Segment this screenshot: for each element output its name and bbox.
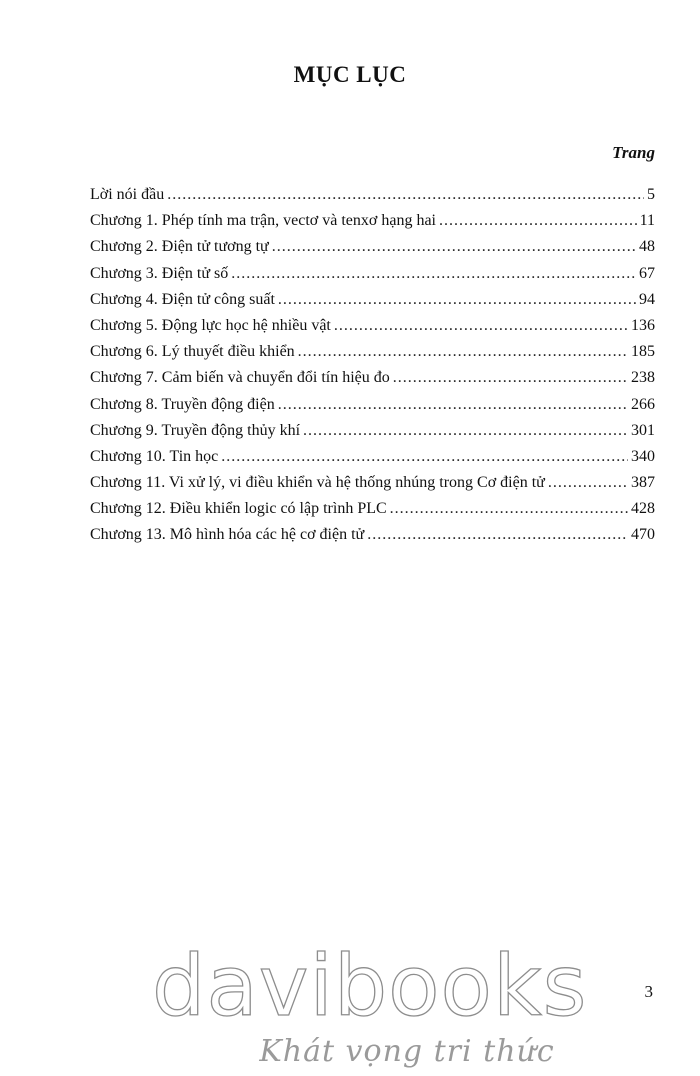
toc-entry (90, 186, 655, 212)
toc-entry-page: 428 (631, 500, 655, 518)
toc-entry-page: 301 (631, 421, 655, 439)
table-of-contents (90, 186, 655, 553)
toc-entry-page: 238 (631, 369, 655, 387)
toc-entry-page: 266 (631, 395, 655, 413)
dot-leader (278, 291, 636, 309)
toc-entry-label: Chương 4. Điện tử công suất (90, 290, 275, 308)
toc-entry-page: 94 (639, 290, 655, 308)
dot-leader (167, 186, 644, 204)
toc-entry-label: Chương 1. Phép tính ma trận, vectơ và tenxơ hạng hai (90, 212, 436, 230)
toc-entry (90, 265, 655, 291)
toc-entry-label: Chương 2. Điện tử tương tự (90, 238, 269, 256)
toc-entry (90, 291, 655, 317)
toc-entry-page: 67 (639, 264, 655, 282)
toc-entry-page: 340 (631, 447, 655, 465)
dot-leader (231, 265, 636, 283)
toc-entry-label: Chương 5. Động lực học hệ nhiều vật (90, 316, 331, 334)
page-title: MỤC LỤC (293, 62, 407, 87)
toc-entry-page: 470 (631, 526, 655, 544)
toc-entry-page: 136 (631, 316, 655, 334)
watermark-logo (152, 937, 588, 1069)
toc-entry-label: Chương 8. Truyền động điện (90, 395, 275, 413)
page-number: 3 (644, 982, 653, 1001)
toc-entry (90, 369, 655, 395)
toc-entry-page: 185 (631, 343, 655, 361)
toc-entry (90, 317, 655, 343)
dot-leader (393, 369, 628, 387)
toc-entry (90, 474, 655, 500)
dot-leader (298, 343, 628, 361)
toc-entry-page: 5 (647, 186, 655, 203)
toc-entry-page: 11 (639, 212, 655, 230)
toc-entry-page: 48 (639, 238, 655, 256)
toc-entry-label: Chương 13. Mô hình hóa các hệ cơ điện tử (90, 526, 365, 544)
toc-entry (90, 526, 655, 552)
toc-entry (90, 500, 655, 526)
dot-leader (221, 448, 628, 466)
toc-entry-label: Chương 11. Vi xử lý, vi điều khiển và hệ thống nhúng trong Cơ điện tử (90, 474, 545, 492)
toc-entry (90, 448, 655, 474)
toc-entry (90, 212, 655, 238)
toc-entry (90, 238, 655, 264)
toc-entry (90, 396, 655, 422)
dot-leader (548, 474, 628, 492)
toc-entry (90, 422, 655, 448)
dot-leader (334, 317, 628, 335)
toc-entry-label: Chương 12. Điều khiển logic có lập trình PLC (90, 500, 387, 518)
dot-leader (272, 238, 636, 256)
dot-leader (278, 396, 628, 414)
toc-entry-label: Chương 10. Tin học (90, 447, 219, 465)
toc-entry-label: Chương 6. Lý thuyết điều khiển (90, 343, 295, 361)
toc-entry-label: Chương 7. Cảm biến và chuyển đổi tín hiệu đo (90, 369, 390, 387)
dot-leader (439, 212, 637, 230)
toc-entry-label: Chương 3. Điện tử số (90, 264, 229, 282)
dot-leader (367, 526, 628, 544)
toc-entry-page: 387 (631, 474, 655, 492)
watermark-tagline: Khát vọng tri thức (259, 1034, 555, 1069)
watermark-name: davibooks (152, 937, 588, 1035)
toc-entry (90, 343, 655, 369)
page-column-header: Trang (612, 143, 655, 162)
dot-leader (303, 422, 628, 440)
toc-entry-label: Lời nói đầu (90, 186, 165, 203)
dot-leader (390, 500, 628, 518)
toc-entry-label: Chương 9. Truyền động thủy khí (90, 421, 301, 439)
